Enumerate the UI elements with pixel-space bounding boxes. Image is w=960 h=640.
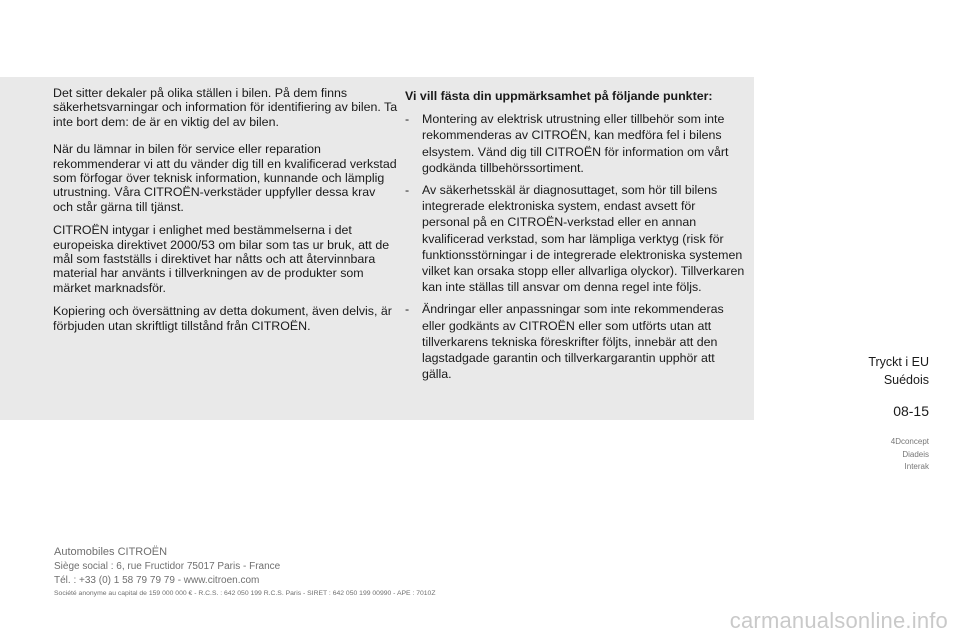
print-info xyxy=(868,353,929,389)
list-item xyxy=(405,111,745,176)
bullet-dash: - xyxy=(405,302,410,317)
paragraph-copyright: Kopiering och översättning av detta dokument, även delvis, är förbjuden utan skriftligt tillstånd från CITROËN. xyxy=(53,304,392,333)
list-item xyxy=(405,301,745,382)
credit-diadeis: Diadeis xyxy=(902,449,929,459)
list-item-text: Av säkerhetsskäl är diagnosuttaget, som hör till bilens integrerade elektroniska system, endast avsett för personal på en CITROËN-verkstad eller en annan kvalificerad verkstad, som har lämpliga verktyg (risk för funktionsstörningar i de integrerade elektroniska systemen vilket kan orsaka stopp eller allvarliga olyckor). Tillverkaren kan inte ställas till ansvar om denna regel inte följs. xyxy=(422,183,745,295)
language-label: Suédois xyxy=(883,373,929,387)
credit-interak: Interak xyxy=(904,462,929,471)
list-item-text: Montering av elektrisk utrustning eller tillbehör som inte rekommenderas av CITROËN, kan medföra fel i bilens elsystem. Vänd dig till CITROËN för information om vårt godkända tillbehörssortiment. xyxy=(422,112,729,175)
paragraph-service: När du lämnar in bilen för service eller reparation rekommenderar vi att du vänder dig till en kvalificerad verkstad som förfogar över teknisk information, kunnande och lämplig utrustning. Våra CITROËN-verkstäder uppfyller dessa krav och står gärna till tjänst. xyxy=(53,142,397,214)
printed-in-label: Tryckt i EU xyxy=(868,355,929,369)
list-item-text: Ändringar eller anpassningar som inte rekommenderas eller godkänts av CITROËN eller som utförts utan att tillverkarens tekniska föreskrifter följts, innebär att den lagstadgade garantin och tillverkargarantin upphör att gälla. xyxy=(422,302,724,382)
left-column xyxy=(53,86,398,342)
company-name: Automobiles CITROËN xyxy=(54,546,168,558)
list-item xyxy=(405,182,745,295)
watermark: carmanualsonline.info xyxy=(729,608,948,633)
paragraph-recycling: CITROËN intygar i enlighet med bestämmelserna i det europeiska direktivet 2000/53 om bilar som tas ur bruk, att de mål som fastställs i direktivet har nåtts och att återvinnbara material har använts i tillverkningen av de produkter som märket marknadsför. xyxy=(53,223,390,295)
credit-4dconcept: 4Dconcept xyxy=(890,437,929,446)
right-column xyxy=(405,88,745,388)
footer xyxy=(54,545,654,599)
page-number: 08-15 xyxy=(893,403,929,419)
credits xyxy=(891,436,929,474)
paragraph-stickers: Det sitter dekaler på olika ställen i bilen. På dem finns säkerhetsvarningar och information för identifiering av bilen. Ta inte bort dem: de är en viktig del av bilen. xyxy=(53,86,398,129)
bullet-dash: - xyxy=(405,112,410,127)
bullet-dash: - xyxy=(405,183,410,198)
legal-info: Société anonyme au capital de 159 000 000 € - R.C.S. : 642 050 199 R.C.S. Paris - SIRET : 642 050 199 00990 - APE : 7010Z xyxy=(54,589,436,597)
attention-list xyxy=(405,111,745,382)
attention-heading: Vi vill fästa din uppmärksamhet på följande punkter: xyxy=(405,89,713,103)
company-contact: Tél. : +33 (0) 1 58 79 79 79 - www.citroen.com xyxy=(54,575,260,586)
company-address: Siège social : 6, rue Fructidor 75017 Paris - France xyxy=(54,560,281,572)
